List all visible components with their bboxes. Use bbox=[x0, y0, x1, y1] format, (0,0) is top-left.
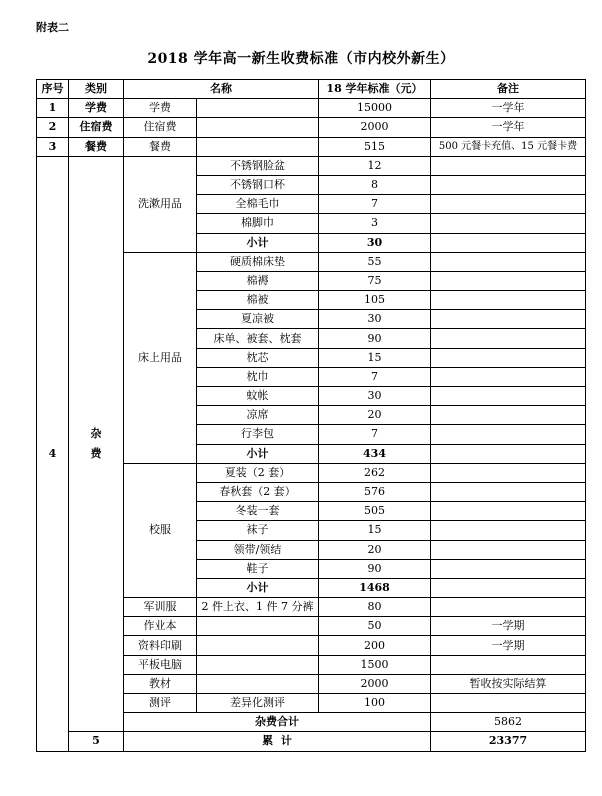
row-no: 2 bbox=[37, 118, 69, 137]
grand-total-no: 5 bbox=[69, 732, 124, 751]
item-name: 不锈钢口杯 bbox=[197, 175, 319, 194]
item-note bbox=[431, 367, 586, 386]
row-name: 餐费 bbox=[124, 137, 197, 156]
item-name: 夏装（2 套） bbox=[197, 463, 319, 482]
table-row bbox=[37, 156, 586, 175]
header-name: 名称 bbox=[124, 80, 319, 99]
item-value: 80 bbox=[319, 598, 431, 617]
washing-label: 洗漱用品 bbox=[124, 156, 197, 252]
header-row bbox=[37, 80, 586, 99]
item-name: 鞋子 bbox=[197, 559, 319, 578]
item-value: 12 bbox=[319, 156, 431, 175]
row-value: 515 bbox=[319, 137, 431, 156]
item-label: 作业本 bbox=[124, 617, 197, 636]
subtotal-label: 小计 bbox=[197, 444, 319, 463]
item-note bbox=[431, 310, 586, 329]
item-note bbox=[431, 559, 586, 578]
item-value: 7 bbox=[319, 367, 431, 386]
item-note bbox=[431, 598, 586, 617]
item-value: 15 bbox=[319, 521, 431, 540]
item-value: 20 bbox=[319, 406, 431, 425]
row-empty bbox=[197, 137, 319, 156]
bedding-label: 床上用品 bbox=[124, 252, 197, 463]
item-value: 1500 bbox=[319, 655, 431, 674]
item-name bbox=[197, 655, 319, 674]
item-value: 2000 bbox=[319, 674, 431, 693]
table-row bbox=[37, 99, 586, 118]
item-name: 差异化测评 bbox=[197, 694, 319, 713]
item-label: 测评 bbox=[124, 694, 197, 713]
uniform-label: 校服 bbox=[124, 463, 197, 597]
item-name: 棉脚巾 bbox=[197, 214, 319, 233]
item-note bbox=[431, 578, 586, 597]
grand-total-value: 23377 bbox=[431, 732, 586, 751]
item-note bbox=[431, 521, 586, 540]
row-category: 住宿费 bbox=[69, 118, 124, 137]
row-note: 一学年 bbox=[431, 118, 586, 137]
item-note bbox=[431, 463, 586, 482]
item-note: 一学期 bbox=[431, 617, 586, 636]
item-value: 15 bbox=[319, 348, 431, 367]
item-note bbox=[431, 482, 586, 501]
header-note: 备注 bbox=[431, 80, 586, 99]
item-name: 枕芯 bbox=[197, 348, 319, 367]
header-no: 序号 bbox=[37, 80, 69, 99]
item-name: 枕巾 bbox=[197, 367, 319, 386]
item-label: 资料印刷 bbox=[124, 636, 197, 655]
row-no: 3 bbox=[37, 137, 69, 156]
row-name: 住宿费 bbox=[124, 118, 197, 137]
item-value: 200 bbox=[319, 636, 431, 655]
item-label: 平板电脑 bbox=[124, 655, 197, 674]
row-value: 15000 bbox=[319, 99, 431, 118]
header-category: 类别 bbox=[69, 80, 124, 99]
row-category: 学费 bbox=[69, 99, 124, 118]
item-note bbox=[431, 195, 586, 214]
item-note bbox=[431, 502, 586, 521]
item-note bbox=[431, 694, 586, 713]
grand-total-label: 累 计 bbox=[124, 732, 431, 751]
item-value: 30 bbox=[319, 387, 431, 406]
item-name bbox=[197, 617, 319, 636]
item-value: 50 bbox=[319, 617, 431, 636]
item-note bbox=[431, 252, 586, 271]
table-row bbox=[37, 118, 586, 137]
item-name: 棉褥 bbox=[197, 271, 319, 290]
item-note bbox=[431, 406, 586, 425]
misc-total-value: 5862 bbox=[431, 713, 586, 732]
row-name: 学费 bbox=[124, 99, 197, 118]
grand-total-row bbox=[37, 732, 586, 751]
item-label: 教材 bbox=[124, 674, 197, 693]
row-empty bbox=[197, 99, 319, 118]
misc-no: 4 bbox=[37, 156, 69, 751]
row-note: 500 元餐卡充值、15 元餐卡费 bbox=[431, 137, 586, 156]
item-value: 75 bbox=[319, 271, 431, 290]
row-empty bbox=[197, 118, 319, 137]
row-category: 餐费 bbox=[69, 137, 124, 156]
row-no: 1 bbox=[37, 99, 69, 118]
item-note bbox=[431, 387, 586, 406]
item-value: 262 bbox=[319, 463, 431, 482]
page-title: 2018 学年高一新生收费标准（市内校外新生） bbox=[147, 51, 455, 67]
item-note: 暂收按实际结算 bbox=[431, 674, 586, 693]
item-name: 凉席 bbox=[197, 406, 319, 425]
item-note: 一学期 bbox=[431, 636, 586, 655]
item-note bbox=[431, 425, 586, 444]
item-name: 夏凉被 bbox=[197, 310, 319, 329]
item-note bbox=[431, 329, 586, 348]
subtotal-value: 434 bbox=[319, 444, 431, 463]
item-note bbox=[431, 271, 586, 290]
item-value: 55 bbox=[319, 252, 431, 271]
appendix-label: 附表二 bbox=[36, 21, 69, 34]
item-name: 领带/领结 bbox=[197, 540, 319, 559]
item-value: 30 bbox=[319, 310, 431, 329]
item-value: 3 bbox=[319, 214, 431, 233]
item-value: 90 bbox=[319, 329, 431, 348]
item-name: 春秋套（2 套） bbox=[197, 482, 319, 501]
item-name: 冬装一套 bbox=[197, 502, 319, 521]
row-value: 2000 bbox=[319, 118, 431, 137]
item-value: 20 bbox=[319, 540, 431, 559]
item-name: 不锈钢脸盆 bbox=[197, 156, 319, 175]
subtotal-label: 小计 bbox=[197, 578, 319, 597]
item-note bbox=[431, 540, 586, 559]
item-value: 505 bbox=[319, 502, 431, 521]
misc-total-label: 杂费合计 bbox=[124, 713, 431, 732]
item-note bbox=[431, 444, 586, 463]
item-note bbox=[431, 291, 586, 310]
item-note bbox=[431, 233, 586, 252]
row-note: 一学年 bbox=[431, 99, 586, 118]
item-value: 100 bbox=[319, 694, 431, 713]
item-name: 2 件上衣、1 件 7 分裤 bbox=[197, 598, 319, 617]
item-name: 棉被 bbox=[197, 291, 319, 310]
item-value: 7 bbox=[319, 425, 431, 444]
item-note bbox=[431, 156, 586, 175]
subtotal-value: 1468 bbox=[319, 578, 431, 597]
item-name: 行李包 bbox=[197, 425, 319, 444]
item-note bbox=[431, 348, 586, 367]
item-name: 全棉毛巾 bbox=[197, 195, 319, 214]
item-name: 蚊帐 bbox=[197, 387, 319, 406]
item-name: 硬质棉床垫 bbox=[197, 252, 319, 271]
item-value: 90 bbox=[319, 559, 431, 578]
item-name: 床单、被套、枕套 bbox=[197, 329, 319, 348]
item-name bbox=[197, 636, 319, 655]
item-value: 8 bbox=[319, 175, 431, 194]
subtotal-label: 小计 bbox=[197, 233, 319, 252]
item-note bbox=[431, 175, 586, 194]
item-value: 576 bbox=[319, 482, 431, 501]
item-note bbox=[431, 655, 586, 674]
misc-category: 杂 费 bbox=[69, 156, 124, 732]
item-name bbox=[197, 674, 319, 693]
fee-table bbox=[36, 79, 586, 752]
item-name: 袜子 bbox=[197, 521, 319, 540]
header-standard: 18 学年标准（元） bbox=[319, 80, 431, 99]
item-label: 军训服 bbox=[124, 598, 197, 617]
item-value: 7 bbox=[319, 195, 431, 214]
table-row bbox=[37, 137, 586, 156]
item-value: 105 bbox=[319, 291, 431, 310]
item-note bbox=[431, 214, 586, 233]
subtotal-value: 30 bbox=[319, 233, 431, 252]
